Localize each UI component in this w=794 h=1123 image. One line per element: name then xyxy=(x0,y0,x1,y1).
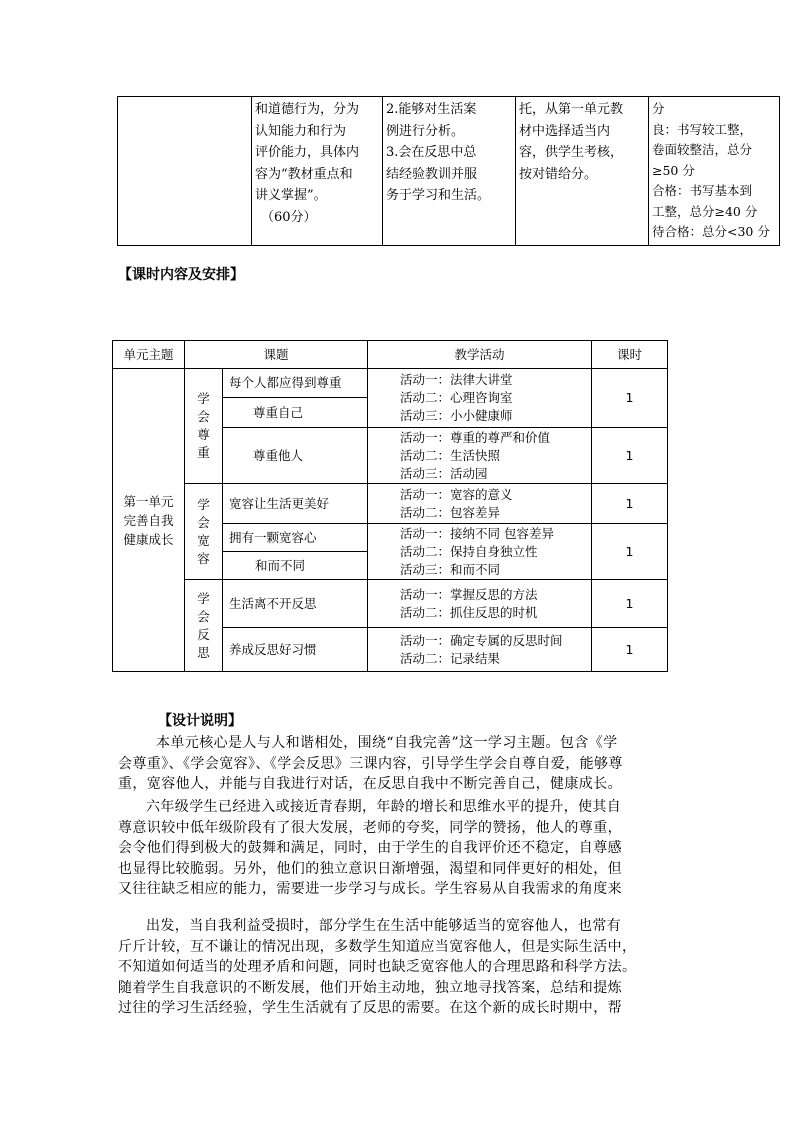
paragraph-line: 也显得比较脆弱。另外，他们的独立意识日渐增强，渴望和同伴更好的相处，但 xyxy=(118,860,622,877)
cell-line: 容，供学生考核， xyxy=(519,145,624,160)
activity-list xyxy=(368,484,592,524)
cell-line: 认知能力和行为 xyxy=(255,123,347,139)
paragraph-line: 不知道如何适当的处理矛盾和问题，同时也缺乏宽容他人的合理思路和科学方法。 xyxy=(118,959,637,975)
lesson-title: 生活离不开反思 xyxy=(223,580,368,628)
cell-line: 评价能力，具体内 xyxy=(255,145,360,160)
group-theme-reflection xyxy=(185,580,223,672)
unit-name-line: 第一单元 xyxy=(123,493,174,509)
activity-list xyxy=(368,369,592,428)
paragraph-line: 斤斤计较，互不谦让的情况出现，多数学生知道应当宽容他人，但是实际生活中， xyxy=(118,938,637,955)
cell-line: 2.能够对生活案 xyxy=(386,102,477,117)
evaluation-cell-content xyxy=(252,97,383,246)
paragraph-line: 本单元核心是人与人和谐相处，围绕“自我完善”这一学习主题。包含《学 xyxy=(156,735,618,751)
activity-item: 活动二：心理咨询室 xyxy=(400,390,513,405)
schedule-table xyxy=(112,340,668,672)
unit-name-line: 完善自我 xyxy=(123,512,174,528)
paragraph-line: 又往往缺乏相应的能力，需要进一步学习与成长。学生容易从自我需求的角度来 xyxy=(118,881,622,897)
lesson-hours: 1 xyxy=(592,628,668,672)
lesson-cell xyxy=(223,369,368,428)
header-lesson: 课题 xyxy=(185,341,368,369)
lesson-title: 养成反思好习惯 xyxy=(223,628,368,672)
group-theme-respect xyxy=(185,369,223,484)
lesson-title: 每个人都应得到尊重 xyxy=(223,369,367,398)
activity-item: 活动三：小小健康师 xyxy=(400,408,513,423)
paragraph-line: 重，宽容他人，并能与自我进行对话，在反思自我中不断完善自己，健康成长。 xyxy=(118,776,622,792)
cell-line: 和道德行为，分为 xyxy=(255,102,360,117)
theme-char: 学 xyxy=(197,590,210,606)
theme-char: 会 xyxy=(197,608,210,624)
paragraph-line: 会尊重》、《学会宽容》、《学会反思》三课内容，引导学生学会自尊自爱，能够尊 xyxy=(118,755,623,772)
paragraph-line: 随着学生自我意识的不断发展，他们开始主动地，独立地寻找答案，总结和提炼 xyxy=(118,979,622,996)
activity-item: 活动二：生活快照 xyxy=(400,447,501,463)
cell-line: 托，从第一单元教 xyxy=(519,102,624,117)
evaluation-cell-grading xyxy=(649,97,780,246)
theme-char: 重 xyxy=(197,445,210,460)
theme-char: 尊 xyxy=(197,427,210,442)
activity-item: 活动三：和而不同 xyxy=(400,561,501,577)
theme-char: 学 xyxy=(197,391,210,406)
group-theme-tolerance xyxy=(185,484,223,580)
activity-list xyxy=(368,524,592,580)
lesson-hours: 1 xyxy=(592,524,668,580)
activity-item: 活动一：掌握反思的方法 xyxy=(400,586,538,602)
design-paragraph-3 xyxy=(118,916,684,1019)
theme-char: 反 xyxy=(197,626,210,642)
theme-char: 思 xyxy=(197,644,210,660)
paragraph-line: 过往的学习生活经验，学生生活就有了反思的需要。在这个新的成长时期中，帮 xyxy=(118,1000,622,1016)
design-heading: 【设计说明】 xyxy=(158,713,242,729)
cell-line: 按对错给分。 xyxy=(519,166,598,182)
theme-char: 容 xyxy=(197,550,210,566)
activity-list xyxy=(368,580,592,628)
header-hours: 课时 xyxy=(592,341,668,369)
cell-line: 容为“教材重点和 xyxy=(255,166,353,182)
cell-line: 材中选择适当内 xyxy=(519,123,611,139)
activity-item: 活动二：抓住反思的时机 xyxy=(400,604,538,620)
lesson-hours: 1 xyxy=(592,369,668,428)
cell-line: 良：书写较工整， xyxy=(652,121,753,137)
theme-char: 会 xyxy=(197,409,210,424)
paragraph-line: 六年级学生已经进入或接近青春期，年龄的增长和思维水平的提升，使其自 xyxy=(146,799,622,815)
cell-line: 例进行分析。 xyxy=(386,123,465,139)
lesson-title: 尊重自己 xyxy=(253,405,304,420)
cell-line: 讲义掌握”。 xyxy=(255,188,327,203)
cell-line: 合格：书写基本到 xyxy=(652,183,753,198)
cell-line: 分 xyxy=(652,101,665,116)
paragraph-line: 出发，当自我利益受损时，部分学生在生活中能够适当的宽容他人，也常有 xyxy=(146,918,622,934)
theme-char: 宽 xyxy=(197,532,210,548)
cell-line: （60分） xyxy=(261,209,317,225)
activity-item: 活动三：活动园 xyxy=(400,465,488,481)
lesson-cell xyxy=(223,524,368,580)
activity-item: 活动一：接纳不同 包容差异 xyxy=(400,525,554,541)
lesson-title: 尊重他人 xyxy=(223,428,368,484)
evaluation-cell-empty xyxy=(118,97,252,246)
lesson-title: 拥有一颗宽容心 xyxy=(223,524,367,552)
unit-name-line: 健康成长 xyxy=(123,531,174,547)
activity-list xyxy=(368,428,592,484)
cell-line: 工整，总分≥40 分 xyxy=(652,203,758,219)
lesson-hours: 1 xyxy=(592,580,668,628)
header-unit: 单元主题 xyxy=(113,341,185,369)
activity-item: 活动二：包容差异 xyxy=(400,504,501,520)
activity-item: 活动二：保持自身独立性 xyxy=(400,543,538,559)
lesson-hours: 1 xyxy=(592,484,668,524)
evaluation-table xyxy=(117,96,780,246)
unit-name xyxy=(113,369,185,672)
theme-char: 会 xyxy=(197,514,210,530)
cell-line: 结经验教训并服 xyxy=(386,166,478,182)
theme-char: 学 xyxy=(197,496,210,512)
paragraph-line: 尊意识较中低年级阶段有了很大发展，老师的夸奖，同学的赞扬，他人的尊重， xyxy=(118,819,622,836)
lesson-title: 宽容让生活更美好 xyxy=(223,484,368,524)
lesson-hours: 1 xyxy=(592,428,668,484)
cell-line: 3.会在反思中总 xyxy=(386,145,477,160)
evaluation-cell-goals xyxy=(383,97,516,246)
cell-line: 待合格：总分<30 分 xyxy=(652,224,770,239)
activity-item: 活动一：宽容的意义 xyxy=(400,486,513,502)
cell-line: 卷面较整洁，总分 xyxy=(652,142,753,157)
design-paragraph-1 xyxy=(118,733,684,795)
activity-item: 活动二：记录结果 xyxy=(400,650,501,666)
activity-item: 活动一：法律大讲堂 xyxy=(400,372,513,387)
activity-item: 活动一：确定专属的反思时间 xyxy=(400,632,563,648)
activity-list xyxy=(368,628,592,672)
cell-line: ≥50 分 xyxy=(652,162,695,178)
design-paragraph-2 xyxy=(118,797,684,900)
header-activity: 教学活动 xyxy=(368,341,592,369)
paragraph-line: 会令他们得到极大的鼓舞和满足，同时，由于学生的自我评价还不稳定，自尊感 xyxy=(118,840,622,856)
schedule-heading: 【课时内容及安排】 xyxy=(118,267,244,283)
evaluation-cell-method xyxy=(516,97,649,246)
lesson-title: 和而不同 xyxy=(255,558,306,573)
activity-item: 活动一：尊重的尊严和价值 xyxy=(400,429,551,445)
cell-line: 务于学习和生活。 xyxy=(386,188,491,203)
